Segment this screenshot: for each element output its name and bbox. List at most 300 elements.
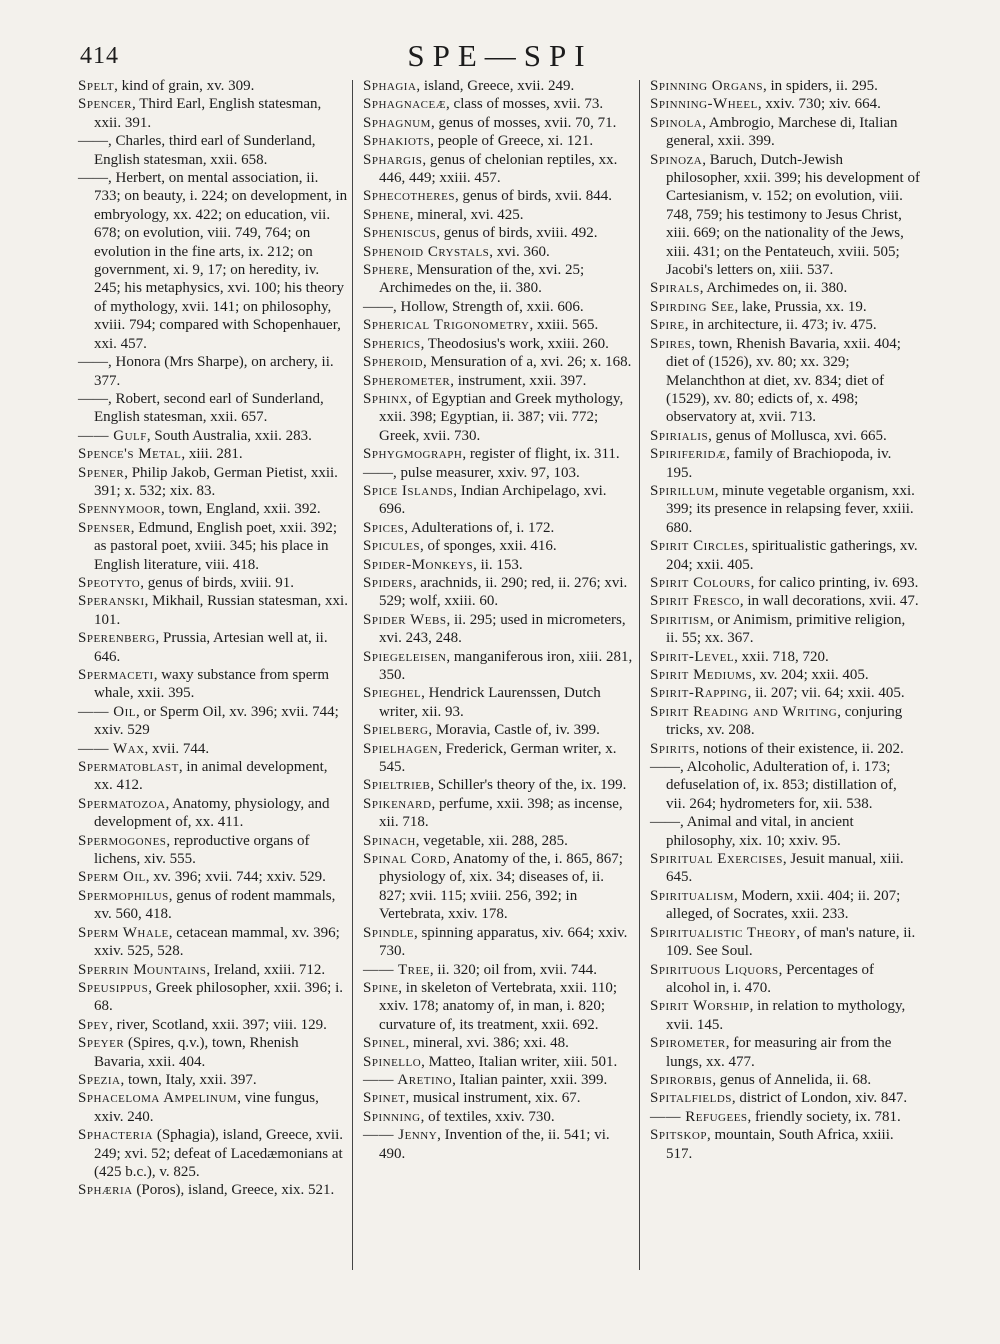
index-entry bbox=[363, 1034, 633, 1052]
entry-references: , of Egyptian and Greek mythology, xxii. 398; Egyptian, ii. 387; vii. 772; Greek, xvii. 730. bbox=[379, 390, 624, 444]
index-column-3 bbox=[650, 77, 920, 1163]
entry-headword: Spices bbox=[363, 519, 405, 536]
index-entry bbox=[363, 95, 633, 113]
entry-references: ——, Charles, third earl of Sunderland, English statesman, xxii. 658. bbox=[78, 133, 316, 168]
index-entry bbox=[363, 372, 633, 390]
index-entry bbox=[78, 77, 348, 95]
entry-headword: Spirit Mediums bbox=[650, 667, 753, 683]
index-column-1 bbox=[78, 77, 348, 1200]
entry-references: , Ambrogio, Marchese di, Italian general, xxii. 399. bbox=[666, 114, 898, 150]
index-entry bbox=[78, 1016, 348, 1034]
entry-headword: Spiritism bbox=[650, 611, 710, 628]
entry-references: , Percentages of alcohol in, i. 470. bbox=[666, 961, 875, 996]
index-entry bbox=[363, 795, 633, 832]
entry-headword: Sphinx bbox=[363, 390, 408, 407]
entry-references: , Third Earl, English statesman, xxii. 391. bbox=[94, 96, 322, 131]
entry-headword: Spirals bbox=[650, 280, 700, 297]
entry-references: , vegetable, xii. 288, 285. bbox=[415, 832, 568, 849]
index-entry bbox=[363, 132, 633, 150]
entry-references: , genus of Annelida, ii. 68. bbox=[712, 1071, 872, 1088]
entry-headword: Spheroid bbox=[363, 354, 424, 371]
entry-headword: Spire bbox=[650, 317, 685, 334]
entry-references: , of man's nature, ii. 109. See Soul. bbox=[666, 924, 916, 960]
entry-references: , or Animism, primitive religion, ii. 55; xx. 367. bbox=[666, 611, 906, 647]
entry-references: , Adulterations of, i. 172. bbox=[404, 519, 555, 536]
entry-references: , xvi. 360. bbox=[489, 243, 550, 260]
index-entry bbox=[363, 740, 633, 777]
index-entry bbox=[650, 924, 920, 961]
entry-headword: Sperm Whale bbox=[78, 924, 169, 941]
index-entry bbox=[78, 169, 348, 353]
entry-references: , in animal development, xx. 412. bbox=[94, 759, 328, 794]
entry-references: ——, Herbert, on mental association, ii. 733; on beauty, i. 224; on development, in embryology, xx. 422; on education, vii. 678; on evolution, viii. 749, 764; on evolution in the fine arts, ix. 212; on government, xi. 9, 17; on heredity, iv. 245; his metaphysics, xvi. 100; his theory of mythology, xvii. 141; on philosophy, xviii. 794; compared with Schopenhauer, xxi. 457. bbox=[78, 170, 348, 352]
index-entry bbox=[363, 1126, 633, 1163]
index-entry bbox=[363, 832, 633, 850]
page-heading: SPE—SPI bbox=[407, 38, 593, 73]
entry-references: , for calico printing, iv. 693. bbox=[750, 574, 919, 591]
index-entry bbox=[363, 924, 633, 961]
entry-references: , register of flight, ix. 311. bbox=[462, 446, 620, 463]
entry-headword: Spiegeleisen bbox=[363, 648, 447, 665]
index-entry bbox=[363, 224, 633, 242]
entry-references: ——, Honora (Mrs Sharpe), on archery, ii. 377. bbox=[78, 354, 334, 389]
entry-headword: Sperm Oil bbox=[78, 869, 146, 886]
entry-references: , Hendrick Laurenssen, Dutch writer, xii. 93. bbox=[379, 685, 601, 720]
index-entry bbox=[78, 445, 348, 463]
entry-headword: —— Gulf bbox=[78, 427, 147, 444]
entry-headword: Spelt bbox=[78, 78, 115, 94]
entry-headword: Spinning-Wheel bbox=[650, 96, 758, 113]
entry-references: , minute vegetable organism, xxi. 399; its presence in relapsing fever, xxiii. 680. bbox=[666, 482, 915, 536]
entry-references: , xv. 204; xxii. 405. bbox=[752, 667, 869, 683]
entry-references: , friendly society, ix. 781. bbox=[747, 1108, 901, 1125]
index-entry bbox=[78, 887, 348, 924]
index-entry bbox=[78, 961, 348, 979]
entry-headword: Spinet bbox=[363, 1090, 406, 1107]
entry-headword: Spirits bbox=[650, 740, 696, 757]
index-entry bbox=[78, 740, 348, 758]
index-entry bbox=[78, 353, 348, 390]
index-entry bbox=[650, 887, 920, 924]
entry-headword: Spinello bbox=[363, 1053, 422, 1070]
index-entry bbox=[650, 1071, 920, 1089]
entry-references: , island, Greece, xvii. 249. bbox=[416, 78, 575, 94]
entry-references: , town, Italy, xxii. 397. bbox=[120, 1071, 257, 1088]
entry-headword: Spinoza bbox=[650, 151, 703, 168]
entry-references: , town, England, xxii. 392. bbox=[161, 501, 321, 518]
index-entry bbox=[650, 151, 920, 280]
entry-references: , Mikhail, Russian statesman, xxi. 101. bbox=[94, 593, 348, 628]
entry-headword: Spirialis bbox=[650, 427, 709, 444]
index-entry bbox=[650, 740, 920, 758]
entry-headword: Spencer bbox=[78, 96, 133, 113]
index-entry bbox=[78, 1034, 348, 1071]
index-entry bbox=[78, 574, 348, 592]
index-entry bbox=[650, 648, 920, 666]
entry-references: , Theodosius's work, xxiii. 260. bbox=[420, 335, 609, 352]
index-entry bbox=[363, 537, 633, 555]
index-entry bbox=[78, 1126, 348, 1181]
index-entry bbox=[650, 114, 920, 151]
entry-references: , conjuring tricks, xv. 208. bbox=[666, 703, 903, 739]
entry-references: , ii. 320; oil from, xvii. 744. bbox=[429, 961, 598, 978]
index-entry bbox=[78, 979, 348, 1016]
index-entry bbox=[363, 187, 633, 205]
index-entry bbox=[363, 979, 633, 1034]
entry-references: , mineral, xvi. 386; xxi. 48. bbox=[405, 1035, 569, 1052]
entry-headword: Spider Webs bbox=[363, 611, 447, 628]
entry-headword: Spiritualistic Theory bbox=[650, 924, 797, 941]
index-entry bbox=[650, 574, 920, 592]
entry-headword: Spermatoblast bbox=[78, 759, 179, 776]
index-entry bbox=[363, 721, 633, 739]
index-entry bbox=[650, 482, 920, 537]
entry-headword: —— Refugees bbox=[650, 1108, 748, 1125]
index-entry bbox=[78, 703, 348, 740]
entry-headword: Spirit Fresco bbox=[650, 593, 740, 610]
index-entry bbox=[363, 243, 633, 261]
entry-headword: Spirit Colours bbox=[650, 574, 751, 591]
index-entry bbox=[78, 464, 348, 501]
index-entry bbox=[363, 1053, 633, 1071]
entry-references: , ii. 153. bbox=[473, 556, 523, 573]
index-entry bbox=[78, 629, 348, 666]
index-entry bbox=[363, 114, 633, 132]
page-number: 414 bbox=[80, 43, 119, 69]
entry-headword: Speranski bbox=[78, 593, 145, 610]
index-entry bbox=[650, 684, 920, 702]
index-entry bbox=[363, 445, 633, 463]
index-entry bbox=[78, 758, 348, 795]
entry-headword: Spermophilus bbox=[78, 887, 169, 904]
entry-references: , for measuring air from the lungs, xx. 477. bbox=[666, 1035, 892, 1070]
entry-headword: Spirding See bbox=[650, 298, 735, 315]
entry-headword: —— Jenny bbox=[363, 1127, 438, 1144]
index-entry bbox=[650, 1089, 920, 1107]
entry-headword: Spicules bbox=[363, 538, 420, 555]
entry-references: ——, pulse measurer, xxiv. 97, 103. bbox=[363, 464, 580, 481]
entry-references: , Jesuit manual, xiii. 645. bbox=[666, 851, 904, 886]
entry-headword: Spinning bbox=[363, 1108, 421, 1125]
entry-headword: Speotyto bbox=[78, 574, 141, 591]
index-entry bbox=[78, 519, 348, 574]
index-entry bbox=[363, 961, 633, 979]
entry-headword: Sphaceloma Ampelinum bbox=[78, 1090, 238, 1107]
entry-references: , vine fungus, xxiv. 240. bbox=[94, 1090, 319, 1125]
index-entry bbox=[363, 390, 633, 445]
entry-references: , Archimedes on, ii. 380. bbox=[699, 280, 848, 297]
index-entry bbox=[650, 850, 920, 887]
entry-headword: Sphakiots bbox=[363, 133, 431, 150]
entry-headword: Spence's Metal bbox=[78, 446, 182, 463]
index-entry bbox=[650, 611, 920, 648]
entry-references: , class of mosses, xvii. 73. bbox=[446, 96, 604, 113]
entry-headword: Spirometer bbox=[650, 1035, 726, 1052]
index-entry bbox=[650, 592, 920, 610]
index-entry bbox=[363, 206, 633, 224]
entry-headword: Sperenberg bbox=[78, 630, 156, 647]
entry-references: , South Australia, xxii. 283. bbox=[146, 427, 312, 444]
entry-headword: Spikenard bbox=[363, 795, 432, 812]
index-entry bbox=[78, 1089, 348, 1126]
entry-headword: Spermogones bbox=[78, 832, 167, 849]
index-entry bbox=[78, 1071, 348, 1089]
entry-headword: Spirituous Liquors bbox=[650, 961, 779, 978]
entry-references: , reproductive organs of lichens, xiv. 555. bbox=[94, 832, 310, 868]
entry-references: , ii. 207; vii. 64; xxii. 405. bbox=[747, 685, 905, 702]
entry-headword: Spirit Circles bbox=[650, 538, 745, 555]
entry-headword: —— Aretino bbox=[363, 1071, 453, 1088]
entry-headword: Spirillum bbox=[650, 482, 715, 499]
entry-references: , district of London, xiv. 847. bbox=[731, 1090, 908, 1107]
entry-headword: Sphecotheres bbox=[363, 188, 455, 205]
entry-references: , mountain, South Africa, xxiii. 517. bbox=[666, 1127, 894, 1162]
entry-headword: Spirit-Rapping bbox=[650, 685, 748, 702]
entry-references: , in skeleton of Vertebrata, xxii. 110; xxiv. 178; anatomy of, in man, i. 820; curvature of, its treatment, xxii. 692. bbox=[379, 979, 617, 1033]
entry-headword: Spider-Monkeys bbox=[363, 556, 474, 573]
index-entry bbox=[650, 1126, 920, 1163]
entry-references: , manganiferous iron, xiii. 281, 350. bbox=[379, 648, 633, 683]
index-entry bbox=[650, 77, 920, 95]
entry-references: , Mensuration of the, xvi. 25; Archimedes on the, ii. 380. bbox=[379, 262, 585, 297]
entry-references: ——, Animal and vital, in ancient philosophy, xix. 10; xxiv. 95. bbox=[650, 814, 854, 849]
entry-headword: Spielhagen bbox=[363, 740, 439, 757]
index-entry bbox=[78, 1181, 348, 1199]
entry-references: , mineral, xvi. 425. bbox=[409, 206, 524, 223]
entry-headword: Spindle bbox=[363, 924, 414, 941]
entry-headword: Sphagia bbox=[363, 78, 417, 94]
index-entry bbox=[650, 997, 920, 1034]
index-entry bbox=[363, 1089, 633, 1107]
index-entry bbox=[650, 813, 920, 850]
entry-headword: Spherical Trigonometry bbox=[363, 317, 530, 334]
entry-references: , river, Scotland, xxii. 397; viii. 129. bbox=[109, 1016, 327, 1033]
index-entry bbox=[363, 556, 633, 574]
entry-headword: Spherics bbox=[363, 335, 421, 352]
entry-headword: Spiriferidæ bbox=[650, 446, 727, 463]
entry-headword: Spheniscus bbox=[363, 225, 437, 242]
entry-headword: Spinning Organs bbox=[650, 78, 763, 94]
index-entry bbox=[363, 1071, 633, 1089]
entry-references: , Baruch, Dutch-Jewish philosopher, xxii. 399; his development of Cartesianism, v. 152; on evolution, viii. 748, 759; his testimony to Jesus Christ, xiii. 669; on the nationality of the Jews, xiii. 431; on the Pentateuch, xviii. 505; Jacobi's letters on, xiii. 537. bbox=[666, 151, 920, 279]
entry-references: , Ireland, xxiii. 712. bbox=[206, 961, 326, 978]
index-entry bbox=[650, 703, 920, 740]
index-entry bbox=[650, 427, 920, 445]
entry-headword: Spermatozoa bbox=[78, 795, 166, 812]
entry-headword: Spinola bbox=[650, 114, 703, 131]
entry-references: , people of Greece, xi. 121. bbox=[430, 133, 594, 150]
index-entry bbox=[78, 924, 348, 961]
entry-headword: Sphygmograph bbox=[363, 446, 463, 463]
entry-references: , Indian Archipelago, xvi. 696. bbox=[379, 482, 607, 518]
entry-references: , notions of their existence, ii. 202. bbox=[695, 740, 904, 757]
index-entry bbox=[650, 1034, 920, 1071]
entry-headword: Spitskop bbox=[650, 1127, 707, 1144]
entry-headword: Spinach bbox=[363, 832, 416, 849]
entry-references: , genus of birds, xvii. 844. bbox=[454, 188, 613, 205]
entry-references: , of textiles, xxiv. 730. bbox=[420, 1108, 555, 1125]
index-entry bbox=[363, 151, 633, 188]
entry-headword: Spermaceti bbox=[78, 667, 154, 683]
entry-headword: Spiders bbox=[363, 574, 413, 591]
entry-references: ——, Hollow, Strength of, xxii. 606. bbox=[363, 298, 584, 315]
index-entry bbox=[650, 961, 920, 998]
index-entry bbox=[363, 316, 633, 334]
index-entry bbox=[78, 868, 348, 886]
index-entry bbox=[363, 776, 633, 794]
entry-references: , arachnids, ii. 290; red, ii. 276; xvi. 529; wolf, xxiii. 60. bbox=[379, 574, 628, 610]
entry-references: , genus of birds, xviii. 492. bbox=[436, 225, 598, 242]
index-entry bbox=[363, 519, 633, 537]
entry-headword: —— Tree bbox=[363, 961, 430, 978]
entry-headword: Spiritual Exercises bbox=[650, 851, 783, 868]
entry-references: , xiii. 281. bbox=[181, 446, 243, 463]
index-entry bbox=[78, 132, 348, 169]
entry-references: , in wall decorations, xvii. 47. bbox=[739, 593, 919, 610]
index-entry bbox=[78, 592, 348, 629]
entry-references: , Italian painter, xxii. 399. bbox=[452, 1071, 608, 1088]
entry-references: , Mensuration of a, xvi. 26; x. 168. bbox=[423, 354, 632, 371]
entry-headword: Spitalfields bbox=[650, 1090, 732, 1107]
entry-headword: Spennymoor bbox=[78, 501, 162, 518]
index-entry bbox=[78, 427, 348, 445]
index-entry bbox=[650, 537, 920, 574]
index-entry bbox=[78, 795, 348, 832]
entry-references: , Schiller's theory of the, ix. 199. bbox=[430, 777, 627, 794]
entry-references: , cetacean mammal, xv. 396; xxiv. 525, 528. bbox=[94, 924, 340, 960]
entry-headword: —— Wax bbox=[78, 740, 145, 757]
entry-references: , Invention of the, ii. 541; vi. 490. bbox=[379, 1127, 610, 1162]
entry-references: , spinning apparatus, xiv. 664; xxiv. 730. bbox=[379, 924, 628, 960]
index-entry bbox=[363, 464, 633, 482]
entry-headword: Spinal Cord bbox=[363, 851, 447, 868]
entry-references: , Modern, xxii. 404; ii. 207; alleged, of Socrates, xxii. 233. bbox=[666, 887, 901, 923]
entry-headword: Sphene bbox=[363, 206, 410, 223]
index-entry bbox=[363, 850, 633, 924]
entry-references: , perfume, xxii. 398; as incense, xii. 718. bbox=[379, 795, 623, 831]
entry-references: (Sphagia), island, Greece, xvii. 249; xvi. 52; defeat of Lacedæmonians at (425 b.c.), v. 825. bbox=[94, 1127, 344, 1180]
entry-headword: Spine bbox=[363, 979, 399, 996]
entry-references: , ii. 295; used in micrometers, xvi. 243, 248. bbox=[379, 611, 626, 647]
index-entry bbox=[650, 1108, 920, 1126]
index-entry bbox=[363, 482, 633, 519]
entry-headword: Spherometer bbox=[363, 372, 451, 389]
entry-references: , musical instrument, xix. 67. bbox=[405, 1090, 581, 1107]
entry-headword: Sphargis bbox=[363, 151, 423, 168]
entry-headword: Spice Islands bbox=[363, 482, 454, 499]
entry-headword: Speusippus bbox=[78, 979, 149, 996]
entry-references: , waxy substance from sperm whale, xxii. 395. bbox=[94, 667, 330, 702]
entry-headword: Spirit Worship bbox=[650, 998, 750, 1015]
index-entry bbox=[650, 758, 920, 813]
index-column-2 bbox=[363, 77, 633, 1163]
index-entry bbox=[363, 353, 633, 371]
entry-headword: Spenser bbox=[78, 519, 131, 536]
entry-headword: Spirorbis bbox=[650, 1071, 713, 1088]
entry-headword: Spey bbox=[78, 1016, 110, 1033]
entry-references: , or Sperm Oil, xv. 396; xvii. 744; xxiv. 529 bbox=[94, 703, 339, 739]
entry-references: , xvii. 744. bbox=[144, 740, 210, 757]
entry-headword: Spieltrieb bbox=[363, 777, 431, 794]
entry-references: , of sponges, xxii. 416. bbox=[419, 538, 557, 555]
entry-headword: —— Oil bbox=[78, 703, 136, 720]
entry-references: , Matteo, Italian writer, xiii. 501. bbox=[421, 1053, 618, 1070]
entry-references: , Prussia, Artesian well at, ii. 646. bbox=[94, 630, 328, 665]
entry-headword: Sphæria bbox=[78, 1182, 133, 1199]
entry-references: , xxiv. 730; xiv. 664. bbox=[757, 96, 881, 113]
index-entry bbox=[363, 684, 633, 721]
entry-references: (Poros), island, Greece, xix. 521. bbox=[132, 1182, 335, 1199]
index-entry bbox=[78, 500, 348, 518]
entry-references: , town, Rhenish Bavaria, xxii. 404; diet of (1526), xv. 80; xx. 329; Melanchthon at diet, xv. 834; diet of (1529), xv. 80; edicts of, x. 498; observatory at, xvii. 713. bbox=[666, 335, 901, 426]
index-entry bbox=[650, 316, 920, 334]
entry-references: , in relation to mythology, xvii. 145. bbox=[666, 998, 906, 1033]
entry-references: , Anatomy of the, i. 865, 867; physiology of, xix. 34; diseases of, ii. 827; xvii. 115; xviii. 256, 392; in Vertebrata, xxiv. 178. bbox=[379, 851, 623, 923]
entry-references: , genus of chelonian reptiles, xx. 446, 449; xxiii. 457. bbox=[379, 151, 618, 187]
entry-headword: Spinel bbox=[363, 1035, 406, 1052]
entry-headword: Spires bbox=[650, 335, 692, 352]
index-entry bbox=[363, 298, 633, 316]
index-entry bbox=[363, 611, 633, 648]
entry-references: , in spiders, ii. 295. bbox=[762, 78, 878, 94]
entry-references: , lake, Prussia, xx. 19. bbox=[734, 298, 867, 315]
index-entry bbox=[363, 574, 633, 611]
entry-references: , family of Brachiopoda, iv. 195. bbox=[666, 446, 892, 481]
entry-headword: Spirit Reading and Writing bbox=[650, 703, 838, 720]
entry-references: , xv. 396; xvii. 744; xxiv. 529. bbox=[145, 869, 326, 886]
index-entry bbox=[650, 279, 920, 297]
index-entry bbox=[363, 648, 633, 685]
entry-references: , Philip Jakob, German Pietist, xxii. 391; x. 532; xix. 83. bbox=[94, 464, 338, 499]
index-entry bbox=[78, 666, 348, 703]
entry-headword: Spiritualism bbox=[650, 887, 735, 904]
entry-headword: Spielberg bbox=[363, 722, 429, 739]
index-entry bbox=[650, 335, 920, 427]
entry-references: , kind of grain, xv. 309. bbox=[114, 78, 255, 94]
entry-references: (Spires, q.v.), town, Rhenish Bavaria, xxii. 404. bbox=[94, 1035, 299, 1070]
index-entry bbox=[650, 95, 920, 113]
entry-references: , Edmund, English poet, xxii. 392; as pastoral poet, xviii. 345; his place in English literature, viii. 418. bbox=[94, 519, 338, 573]
entry-references: ——, Alcoholic, Adulteration of, i. 173; defuselation of, ix. 853; distillation of, vii. 264; hydrometers for, xii. 538. bbox=[650, 759, 897, 812]
entry-references: , spiritualistic gatherings, xv. 204; xxii. 405. bbox=[666, 538, 918, 573]
entry-headword: Sperrin Mountains bbox=[78, 961, 207, 978]
entry-headword: Sphere bbox=[363, 262, 410, 279]
entry-references: , Frederick, German writer, x. 545. bbox=[379, 740, 617, 776]
entry-headword: Sphagnaceæ bbox=[363, 96, 447, 113]
index-entry bbox=[650, 666, 920, 684]
index-entry bbox=[650, 298, 920, 316]
index-entry bbox=[363, 335, 633, 353]
entry-headword: Sphacteria bbox=[78, 1127, 154, 1144]
entry-references: , Anatomy, physiology, and development of, xx. 411. bbox=[94, 795, 330, 831]
entry-references: , genus of rodent mammals, xv. 560, 418. bbox=[94, 887, 336, 923]
entry-headword: Spezia bbox=[78, 1071, 121, 1088]
entry-references: , xxii. 718, 720. bbox=[734, 648, 829, 665]
entry-headword: Sphenoid Crystals bbox=[363, 243, 490, 260]
entry-references: , Greek philosopher, xxii. 396; i. 68. bbox=[94, 979, 343, 1015]
index-entry bbox=[363, 261, 633, 298]
column-divider bbox=[352, 80, 353, 1270]
index-entry bbox=[78, 390, 348, 427]
column-divider bbox=[639, 80, 640, 1270]
entry-references: ——, Robert, second earl of Sunderland, English statesman, xxii. 657. bbox=[78, 390, 324, 426]
index-entry bbox=[650, 445, 920, 482]
entry-references: , Moravia, Castle of, iv. 399. bbox=[428, 722, 600, 739]
index-entry bbox=[78, 95, 348, 132]
entry-headword: Spener bbox=[78, 464, 125, 481]
entry-headword: Sphagnum bbox=[363, 114, 431, 131]
index-entry bbox=[78, 832, 348, 869]
